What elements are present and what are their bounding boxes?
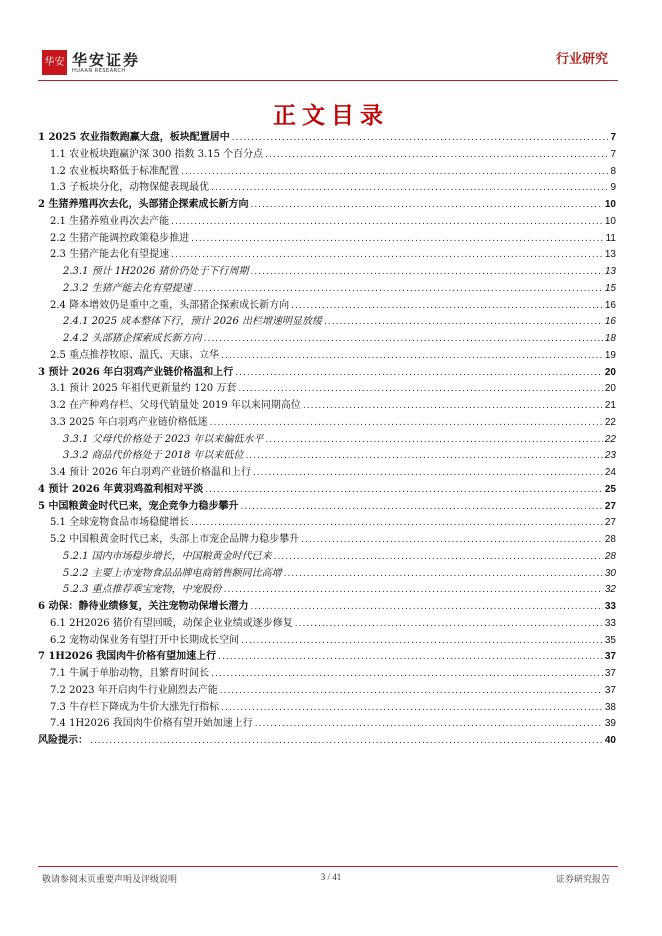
toc-entry-page[interactable]: 33 [604, 617, 616, 629]
toc-leader-dots [265, 147, 608, 164]
toc-entry-page[interactable]: 19 [604, 349, 616, 361]
toc-entry[interactable] [38, 398, 616, 415]
toc-entry-label[interactable]: 5.2.2 主要上市宠物食品品牌电商销售额同比高增 [63, 567, 282, 579]
toc-entry-page[interactable]: 37 [604, 668, 616, 679]
toc-leader-dots [210, 415, 603, 432]
toc-entry-page[interactable]: 32 [604, 584, 616, 596]
page-separator: / [327, 872, 330, 882]
toc-entry[interactable] [38, 415, 616, 432]
toc-entry[interactable] [38, 566, 616, 583]
toc-entry-page[interactable]: 37 [604, 651, 616, 663]
page-title: 正文目录 [273, 103, 389, 129]
toc-entry-label[interactable]: 1.1 农业板块跑赢沪深 300 指数 3.15 个百分点 [50, 148, 264, 160]
toc-entry-label[interactable]: 6.2 宠物动保业务有望打开中长期成长空间 [50, 634, 240, 646]
toc-entry[interactable] [38, 599, 616, 616]
toc-entry[interactable] [38, 381, 616, 398]
toc-entry-label[interactable]: 2.4 降本增效仍是重中之重，头部猪企探索成长新方向 [50, 299, 290, 311]
toc-leader-dots [235, 365, 603, 382]
toc-entry-label[interactable]: 4 预计 2026 年黄羽鸡盈利相对平淡 [38, 483, 204, 495]
report-type: 证券研究报告 [555, 875, 610, 885]
toc-entry-label[interactable]: 2.5 重点推荐牧原、温氏、天康、立华 [50, 349, 220, 361]
document-type: 行业研究 [555, 52, 608, 67]
toc-entry-page[interactable]: 10 [604, 215, 616, 227]
toc-entry-label[interactable]: 5.2 中国粮黄金时代已来，头部上市宠企品牌力稳步攀升 [50, 534, 300, 545]
toc-entry-page[interactable]: 39 [604, 718, 616, 730]
toc-entry-label[interactable]: 2.1 生猪养殖业再次去产能 [50, 215, 170, 227]
toc-entry-page[interactable]: 28 [604, 534, 616, 545]
toc-entry[interactable] [38, 448, 616, 465]
toc-leader-dots [284, 566, 603, 583]
toc-leader-dots [241, 633, 603, 650]
toc-entry-label[interactable]: 7 1H2026 我国肉牛价格有望加速上行 [38, 651, 217, 663]
toc-entry[interactable] [38, 482, 616, 499]
toc-entry[interactable] [38, 515, 616, 532]
toc-entry-page[interactable]: 10 [604, 199, 616, 210]
toc-leader-dots [240, 499, 602, 516]
toc-entry-page[interactable]: 40 [604, 735, 616, 746]
header-divider [38, 80, 618, 81]
toc-entry[interactable] [38, 314, 616, 331]
toc-entry-label[interactable]: 7.3 牛存栏下降成为牛价大涨先行指标 [50, 701, 220, 713]
toc-entry-label[interactable]: 6 动保：静待业绩修复，关注宠物动保增长潜力 [38, 601, 249, 612]
toc-entry[interactable] [38, 465, 616, 482]
toc-entry-label[interactable]: 5 中国粮黄金时代已来，宠企竞争力稳步攀升 [38, 500, 239, 512]
toc-entry-label[interactable]: 2.3.1 预计 1H2026 猪价仍处于下行周期 [63, 266, 249, 277]
footer-disclaimer: 敬请参阅末页重要声明及评级说明 [42, 875, 178, 885]
toc-entry-page[interactable]: 27 [604, 500, 616, 512]
toc-entry-page[interactable]: 24 [604, 467, 616, 478]
toc-entry[interactable] [38, 432, 616, 449]
toc-entry-label[interactable]: 2 生猪养殖再次去化，头部猪企探索成长新方向 [38, 199, 249, 210]
toc-leader-dots [238, 381, 603, 398]
toc-leader-dots [211, 180, 608, 197]
toc-entry[interactable] [38, 499, 616, 516]
toc-entry[interactable] [38, 264, 616, 281]
toc-leader-dots [265, 432, 602, 449]
toc-entry-label[interactable]: 7.1 牛属于单胎动物，且繁育时间长 [50, 668, 210, 679]
toc-entry-label[interactable]: 5.2.1 国内市场稳步增长，中国粮黄金时代已来 [63, 550, 272, 562]
toc-entry[interactable] [38, 582, 616, 599]
toc-entry-page[interactable]: 16 [604, 316, 616, 328]
toc-entry-label[interactable]: 7.2 2023 年开启肉牛行业剧烈去产能 [50, 684, 218, 696]
toc-entry-page[interactable]: 30 [604, 567, 616, 579]
toc-entry[interactable] [38, 298, 616, 315]
toc-entry[interactable] [38, 633, 616, 650]
toc-leader-dots [301, 532, 603, 549]
toc-entry[interactable] [38, 700, 616, 717]
toc-leader-dots [245, 448, 602, 465]
toc-entry-label[interactable]: 风险提示： [38, 735, 88, 746]
toc-entry[interactable] [38, 716, 616, 733]
toc-entry-label[interactable]: 2.4.2 头部猪企探索成长新方向 [63, 333, 202, 344]
toc-entry-page[interactable]: 11 [605, 232, 616, 244]
toc-entry-label[interactable]: 6.1 2H2026 猪价有望回暖，动保企业业绩或逐步修复 [50, 617, 293, 629]
table-of-contents [38, 130, 616, 750]
toc-entry-page[interactable]: 18 [604, 333, 616, 344]
toc-leader-dots [291, 298, 603, 315]
toc-entry-label[interactable]: 5.2.3 重点推荐乖宝宠物，中宠股份 [63, 584, 222, 596]
toc-leader-dots [232, 130, 609, 147]
toc-entry-page[interactable]: 20 [604, 383, 616, 395]
toc-entry-label[interactable]: 2.3 生猪产能去化有望提速 [50, 249, 170, 261]
toc-entry[interactable] [38, 147, 616, 164]
toc-entry-label[interactable]: 2.3.2 生猪产能去化有望提速 [63, 282, 192, 294]
toc-entry[interactable] [38, 130, 616, 147]
toc-leader-dots [171, 247, 603, 264]
toc-entry-label[interactable]: 3.3.2 商品代价格处于 2018 年以来低位 [63, 450, 244, 462]
toc-entry-page[interactable]: 27 [604, 517, 616, 529]
toc-entry[interactable] [38, 180, 616, 197]
toc-entry[interactable] [38, 281, 616, 298]
toc-entry-label[interactable]: 3.4 预计 2026 年白羽鸡产业链价格温和上行 [50, 467, 251, 478]
toc-leader-dots [250, 197, 602, 214]
toc-entry-label[interactable]: 2.2 生猪产能调控政策稳步推进 [50, 232, 190, 244]
toc-entry-page[interactable]: 9 [610, 182, 616, 194]
toc-entry[interactable] [38, 683, 616, 700]
toc-entry[interactable] [38, 649, 616, 666]
toc-leader-dots [220, 683, 603, 700]
toc-entry[interactable] [38, 616, 616, 633]
toc-entry-page[interactable]: 28 [604, 550, 616, 562]
toc-entry[interactable] [38, 532, 616, 549]
toc-leader-dots [221, 700, 603, 717]
toc-entry-label[interactable]: 2.4.1 2025 成本整体下行，预计 2026 出栏增速明显放缓 [63, 316, 323, 328]
toc-entry-label[interactable]: 1 2025 农业指数跑赢大盘，板块配置居中 [38, 132, 230, 143]
toc-entry[interactable] [38, 348, 616, 365]
page-total: 41 [332, 872, 342, 882]
toc-leader-dots [303, 398, 603, 415]
toc-entry-page[interactable]: 7 [610, 148, 616, 160]
toc-entry-label[interactable]: 3.3.1 父母代价格处于 2023 年以来偏低水平 [63, 433, 264, 445]
toc-entry[interactable] [38, 197, 616, 214]
toc-leader-dots [295, 616, 603, 633]
toc-entry-label[interactable]: 3.2 在产种鸡存栏、父母代销量处 2019 年以来同期高位 [50, 400, 301, 411]
toc-entry-label[interactable]: 7.4 1H2026 我国肉牛价格有望开始加速上行 [50, 718, 253, 730]
toc-entry-page[interactable]: 33 [604, 601, 616, 612]
toc-leader-dots [191, 231, 604, 248]
toc-entry[interactable] [38, 164, 616, 181]
toc-entry-label[interactable]: 1.2 农业板块略低于标准配置 [50, 165, 180, 177]
toc-entry-page[interactable]: 13 [604, 249, 616, 261]
logo-text-cn: 华安证券 [72, 51, 141, 69]
toc-leader-dots [171, 214, 603, 231]
toc-entry[interactable] [38, 733, 616, 750]
toc-entry[interactable] [38, 231, 616, 248]
toc-entry[interactable] [38, 666, 616, 683]
toc-entry-label[interactable]: 3.1 预计 2025 年祖代更新量约 120 万套 [50, 383, 237, 395]
toc-leader-dots [251, 264, 603, 281]
page-current: 3 [320, 872, 326, 882]
toc-leader-dots [221, 348, 603, 365]
toc-leader-dots [205, 482, 603, 499]
toc-entry[interactable] [38, 331, 616, 348]
toc-leader-dots [274, 549, 603, 566]
toc-leader-dots [204, 331, 603, 348]
toc-entry[interactable] [38, 549, 616, 566]
toc-leader-dots [194, 281, 603, 298]
toc-entry-page[interactable]: 13 [604, 266, 616, 277]
toc-leader-dots [224, 582, 603, 599]
toc-leader-dots [191, 515, 603, 532]
toc-entry-label[interactable]: 1.3 子板块分化，动物保健表现最优 [50, 182, 210, 194]
toc-entry-page[interactable]: 7 [610, 132, 616, 143]
toc-entry-label[interactable]: 5.1 全球宠物食品市场稳健增长 [50, 517, 190, 529]
toc-entry-page[interactable]: 25 [604, 483, 616, 495]
toc-leader-dots [90, 733, 603, 750]
page-header [0, 0, 662, 90]
toc-entry-page[interactable]: 15 [604, 282, 616, 294]
logo-icon: 华安 [42, 50, 67, 75]
toc-entry[interactable] [38, 214, 616, 231]
toc-entry-page[interactable]: 37 [604, 684, 616, 696]
toc-entry-page[interactable]: 23 [604, 450, 616, 462]
toc-entry-page[interactable]: 8 [610, 165, 616, 177]
toc-entry-page[interactable]: 35 [604, 634, 616, 646]
toc-entry[interactable] [38, 247, 616, 264]
toc-leader-dots [181, 164, 608, 181]
toc-entry-page[interactable]: 22 [604, 416, 616, 428]
toc-entry-page[interactable]: 16 [604, 299, 616, 311]
toc-entry-page[interactable]: 38 [604, 701, 616, 713]
toc-leader-dots [255, 716, 603, 733]
toc-entry-page[interactable]: 22 [604, 433, 616, 445]
toc-leader-dots [218, 649, 603, 666]
toc-entry-page[interactable]: 21 [604, 400, 616, 411]
toc-entry-label[interactable]: 3 预计 2026 年白羽鸡产业链价格温和上行 [38, 366, 234, 378]
logo-text-en: HUAAN RESEARCH [72, 68, 126, 74]
toc-entry-label[interactable]: 3.3 2025 年白羽鸡产业链价格低迷 [50, 416, 208, 428]
toc-leader-dots [324, 314, 603, 331]
footer-divider [38, 866, 618, 867]
toc-leader-dots [253, 465, 603, 482]
toc-entry[interactable] [38, 365, 616, 382]
toc-leader-dots [211, 666, 603, 683]
toc-entry-page[interactable]: 20 [604, 366, 616, 378]
toc-leader-dots [250, 599, 602, 616]
